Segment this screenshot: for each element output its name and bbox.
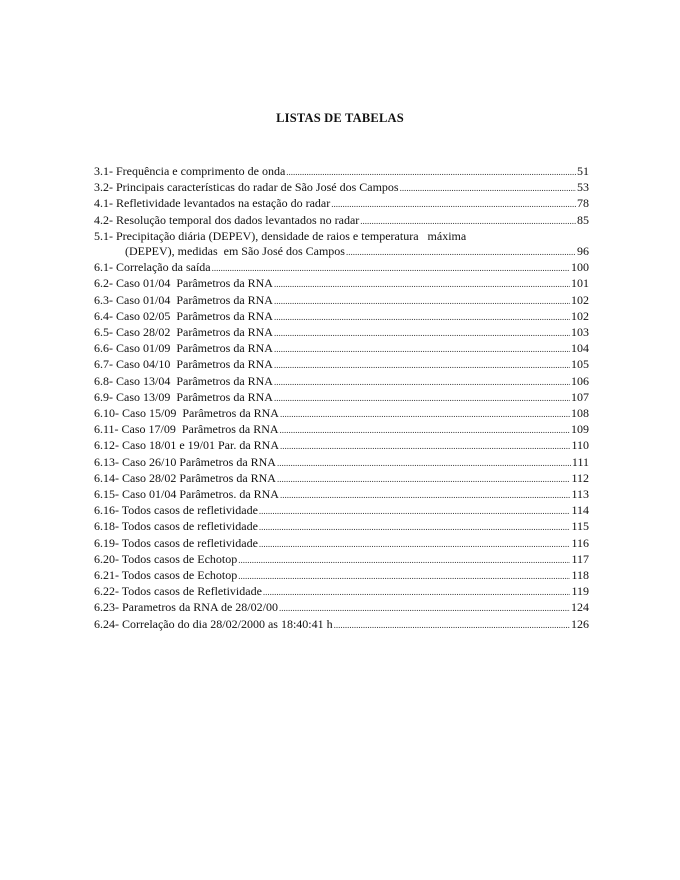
dot-leader (274, 276, 570, 292)
dot-leader (238, 552, 570, 568)
table-list (94, 164, 589, 633)
table-list-entry (94, 536, 589, 552)
entry-title: 6.6- Caso 01/09 Parâmetros da RNA (94, 341, 273, 356)
dot-leader (400, 180, 576, 196)
table-list-entry-line (94, 438, 589, 454)
entry-title: 6.8- Caso 13/04 Parâmetros da RNA (94, 373, 273, 388)
entry-title: 6.15- Caso 01/04 Parâmetros. da RNA (94, 487, 279, 502)
table-list-entry-line (94, 325, 589, 341)
table-list-entry (94, 276, 589, 292)
entry-title: 6.14- Caso 28/02 Parâmetros da RNA (94, 470, 276, 485)
dot-leader (274, 390, 570, 406)
entry-page-number: 110 (571, 438, 589, 453)
entry-page-number: 114 (571, 503, 589, 518)
page-title: LISTAS DE TABELAS (276, 111, 404, 125)
table-list-entry (94, 406, 589, 422)
entry-page-number: 106 (571, 373, 589, 388)
entry-page-number: 119 (571, 584, 589, 599)
table-list-entry-line (94, 503, 589, 519)
dot-leader (263, 584, 571, 600)
entry-page-number: 96 (577, 244, 589, 259)
table-list-entry-line (94, 617, 589, 633)
table-list-entry (94, 164, 589, 180)
entry-title: 6.2- Caso 01/04 Parâmetros da RNA (94, 276, 273, 291)
table-list-entry-line (94, 487, 589, 503)
table-list-entry (94, 309, 589, 325)
entry-title: 6.9- Caso 13/09 Parâmetros da RNA (94, 389, 273, 404)
table-list-entry-line (94, 374, 589, 390)
entry-title: 3.1- Frequência e comprimento de onda (94, 164, 286, 178)
entry-page-number: 112 (571, 470, 589, 485)
table-list-entry (94, 180, 589, 196)
dot-leader (280, 487, 570, 503)
entry-title: 5.1- Precipitação diária (DEPEV), densidade de raios e temperatura máxima (94, 228, 467, 243)
table-list-entry (94, 325, 589, 341)
table-list-entry-line (94, 309, 589, 325)
entry-title: 6.22- Todos casos de Refletividade (94, 584, 262, 599)
table-list-entry-line (94, 341, 589, 357)
dot-leader (274, 374, 570, 390)
entry-title: 6.23- Parametros da RNA de 28/02/00 (94, 600, 278, 615)
table-list-entry-line (94, 293, 589, 309)
table-list-entry (94, 568, 589, 584)
entry-page-number: 53 (577, 180, 589, 195)
entry-page-number: 109 (571, 422, 589, 437)
entry-page-number: 116 (571, 535, 589, 550)
entry-title-continuation: (DEPEV), medidas em São José dos Campos (125, 244, 345, 259)
table-list-entry-line (94, 552, 589, 568)
entry-title: 4.2- Resolução temporal dos dados levantados no radar (94, 212, 360, 227)
entry-page-number: 105 (571, 357, 589, 372)
dot-leader (274, 293, 570, 309)
entry-page-number: 51 (577, 164, 589, 178)
entry-page-number: 85 (577, 212, 589, 227)
table-list-entry-line (94, 164, 589, 180)
dot-leader (274, 357, 570, 373)
entry-title: 6.12- Caso 18/01 e 19/01 Par. da RNA (94, 438, 279, 453)
dot-leader (277, 471, 570, 487)
entry-title: 6.3- Caso 01/04 Parâmetros da RNA (94, 292, 273, 307)
table-list-entry-line (94, 196, 589, 212)
table-list-entry (94, 422, 589, 438)
entry-page-number: 117 (571, 551, 589, 566)
table-list-entry-line (94, 536, 589, 552)
table-list-entry (94, 503, 589, 519)
table-list-entry-line (94, 519, 589, 535)
table-list-entry-line (94, 422, 589, 438)
entry-page-number: 115 (571, 519, 589, 534)
entry-page-number: 126 (571, 616, 589, 631)
table-list-entry-line (94, 471, 589, 487)
entry-page-number: 103 (571, 325, 589, 340)
table-list-entry (94, 584, 589, 600)
entry-title: 6.4- Caso 02/05 Parâmetros da RNA (94, 308, 273, 323)
entry-page-number: 100 (571, 260, 589, 275)
entry-page-number: 78 (577, 196, 589, 211)
entry-title: 4.1- Refletividade levantados na estação do radar (94, 196, 331, 211)
table-list-entry-line (94, 244, 589, 260)
table-list-entry (94, 390, 589, 406)
entry-title: 6.1- Correlação da saída (94, 260, 211, 275)
entry-page-number: 118 (571, 568, 589, 583)
dot-leader (274, 325, 570, 341)
entry-page-number: 102 (571, 308, 589, 323)
table-list-entry (94, 617, 589, 633)
table-list-entry (94, 552, 589, 568)
entry-page-number: 102 (571, 292, 589, 307)
table-list-entry (94, 471, 589, 487)
table-list-entry-line (94, 260, 589, 276)
dot-leader (274, 309, 570, 325)
dot-leader (360, 213, 576, 229)
table-list-entry-line (94, 276, 589, 292)
table-list-entry (94, 229, 589, 260)
dot-leader (212, 260, 570, 276)
dot-leader (259, 519, 571, 535)
dot-leader (274, 341, 570, 357)
table-list-entry-line (94, 357, 589, 373)
dot-leader (280, 438, 570, 454)
table-list-entry (94, 341, 589, 357)
entry-title: 6.18- Todos casos de refletividade (94, 519, 258, 534)
entry-title: 3.2- Principais características do radar de São José dos Campos (94, 180, 399, 195)
table-list-entry-line (94, 406, 589, 422)
table-list-entry (94, 438, 589, 454)
dot-leader (286, 164, 576, 180)
table-list-entry-line (94, 455, 589, 471)
dot-leader (280, 406, 570, 422)
entry-title: 6.20- Todos casos de Echotop (94, 551, 238, 566)
entry-page-number: 113 (571, 487, 589, 502)
entry-title: 6.10- Caso 15/09 Parâmetros da RNA (94, 406, 279, 421)
dot-leader (277, 455, 571, 471)
dot-leader (259, 503, 571, 519)
dot-leader (238, 568, 570, 584)
entry-page-number: 104 (571, 341, 589, 356)
table-list-entry-line (94, 213, 589, 229)
table-list-entry (94, 196, 589, 212)
table-list-entry (94, 455, 589, 471)
table-list-entry (94, 260, 589, 276)
table-list-entry-line (94, 390, 589, 406)
entry-title: 6.19- Todos casos de refletividade (94, 535, 258, 550)
entry-title: 6.7- Caso 04/10 Parâmetros da RNA (94, 357, 273, 372)
dot-leader (346, 244, 576, 260)
entry-page-number: 124 (571, 600, 589, 615)
entry-title: 6.21- Todos casos de Echotop (94, 568, 238, 583)
table-list-entry-line (94, 180, 589, 196)
table-list-entry (94, 519, 589, 535)
dot-leader (331, 196, 576, 212)
entry-title: 6.16- Todos casos de refletividade (94, 503, 258, 518)
dot-leader (279, 600, 570, 616)
entry-title: 6.13- Caso 26/10 Parâmetros da RNA (94, 454, 276, 469)
entry-title: 6.11- Caso 17/09 Parâmetros da RNA (94, 422, 279, 437)
entry-page-number: 111 (571, 454, 589, 469)
table-list-entry (94, 487, 589, 503)
dot-leader (280, 422, 570, 438)
table-list-entry (94, 213, 589, 229)
table-list-entry (94, 600, 589, 616)
entry-title: 6.5- Caso 28/02 Parâmetros da RNA (94, 325, 273, 340)
table-list-entry-line (94, 229, 589, 244)
table-list-entry-line (94, 584, 589, 600)
entry-page-number: 108 (571, 406, 589, 421)
dot-leader (334, 617, 570, 633)
table-list-entry-line (94, 568, 589, 584)
table-list-entry-line (94, 600, 589, 616)
dot-leader (259, 536, 571, 552)
entry-title: 6.24- Correlação do dia 28/02/2000 as 18:40:41 h (94, 616, 333, 631)
table-list-entry (94, 357, 589, 373)
table-list-entry (94, 374, 589, 390)
table-list-entry (94, 293, 589, 309)
entry-page-number: 101 (571, 276, 589, 291)
entry-page-number: 107 (571, 389, 589, 404)
